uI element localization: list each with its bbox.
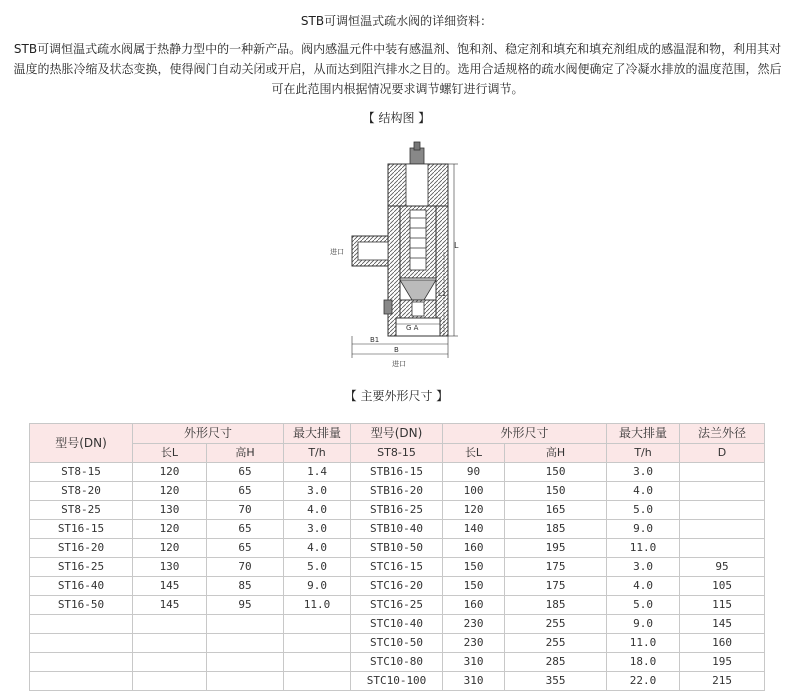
cell-height: 65 [207, 539, 284, 558]
cell-flow-2: 9.0 [607, 615, 680, 634]
cell-model-2: STB16-25 [351, 501, 443, 520]
cell-length: 120 [133, 539, 207, 558]
cell-height-2: 175 [505, 577, 607, 596]
cell-flow-2: 22.0 [607, 672, 680, 691]
header-model: 型号(DN) [30, 424, 133, 463]
cell-flow: 9.0 [284, 577, 351, 596]
structure-heading: 【 结构图 】 [362, 111, 431, 125]
cell-flange: 145 [680, 615, 765, 634]
cell-model: ST16-20 [30, 539, 133, 558]
cell-model-2: STC16-25 [351, 596, 443, 615]
label-L: L [454, 241, 459, 250]
cell-model [30, 672, 133, 691]
cell-length: 145 [133, 577, 207, 596]
cell-height-2: 255 [505, 634, 607, 653]
table-row [30, 672, 765, 691]
table-row [30, 653, 765, 672]
cell-length [133, 634, 207, 653]
cell-height-2: 285 [505, 653, 607, 672]
cell-flange: 215 [680, 672, 765, 691]
cell-flow: 3.0 [284, 482, 351, 501]
header-length-2: 长L [443, 444, 505, 463]
cell-height: 65 [207, 463, 284, 482]
cell-length-2: 160 [443, 539, 505, 558]
header-flow-2: 最大排量 [607, 424, 680, 444]
cell-model-2: STB10-50 [351, 539, 443, 558]
cell-height [207, 634, 284, 653]
table-row [30, 634, 765, 653]
cell-model [30, 653, 133, 672]
cell-flow [284, 672, 351, 691]
cell-flow-2: 5.0 [607, 596, 680, 615]
table-row [30, 577, 765, 596]
header-flange-sub: D [680, 444, 765, 463]
cell-model-2: STB10-40 [351, 520, 443, 539]
cell-height-2: 355 [505, 672, 607, 691]
cell-height: 70 [207, 501, 284, 520]
cell-length-2: 100 [443, 482, 505, 501]
cell-flange [680, 539, 765, 558]
cell-model [30, 615, 133, 634]
cell-length-2: 120 [443, 501, 505, 520]
cell-flange: 195 [680, 653, 765, 672]
table-row [30, 539, 765, 558]
cell-height [207, 672, 284, 691]
cell-model-2: STB16-20 [351, 482, 443, 501]
cell-height-2: 185 [505, 596, 607, 615]
table-row [30, 615, 765, 634]
label-B1: B1 [370, 336, 380, 344]
cell-flow: 11.0 [284, 596, 351, 615]
cell-length [133, 615, 207, 634]
cell-length: 130 [133, 501, 207, 520]
cell-model-2: STC10-50 [351, 634, 443, 653]
cell-length-2: 160 [443, 596, 505, 615]
header-unit: T/h [284, 444, 351, 463]
cell-model: ST16-15 [30, 520, 133, 539]
label-inlet-bottom: 进口 [392, 360, 406, 368]
cell-length [133, 672, 207, 691]
header-flange: 法兰外径 [680, 424, 765, 444]
intro-paragraph: STB可调恒温式疏水阀属于热静力型中的一种新产品。阀内感温元件中装有感温剂、饱和剂、稳定剂和填充和填充剂组成的感温混和物，利用其对温度的热胀冷缩及状态变换，使得阀门自动关闭或开启，从而达到阻汽排水之目的。选用合适规格的疏水阀便确定了冷凝水排放的温度范围，然后可在此范围内根据情况要求调节螺钉进行调节。 [13, 42, 782, 96]
page-title: STB可调恒温式疏水阀的详细资料： [300, 14, 493, 28]
table-row [30, 501, 765, 520]
cell-length-2: 90 [443, 463, 505, 482]
cell-model-2: STC10-40 [351, 615, 443, 634]
cell-flow: 3.0 [284, 520, 351, 539]
cell-length-2: 150 [443, 558, 505, 577]
cell-flow-2: 4.0 [607, 482, 680, 501]
label-B: B [394, 346, 399, 354]
cell-height [207, 615, 284, 634]
cell-flow-2: 3.0 [607, 463, 680, 482]
cell-flow [284, 634, 351, 653]
table-row [30, 463, 765, 482]
cell-length-2: 230 [443, 615, 505, 634]
label-GA: G A [406, 324, 419, 332]
cell-length: 130 [133, 558, 207, 577]
cell-height: 85 [207, 577, 284, 596]
cell-height: 65 [207, 482, 284, 501]
cell-flange [680, 482, 765, 501]
cell-model: ST8-25 [30, 501, 133, 520]
label-inlet-left: 进口 [330, 248, 344, 256]
cell-flow-2: 4.0 [607, 577, 680, 596]
cell-model-2: STC10-100 [351, 672, 443, 691]
header-model-2: 型号(DN) [351, 424, 443, 444]
cell-length: 120 [133, 463, 207, 482]
cell-flange [680, 501, 765, 520]
cell-model: ST8-20 [30, 482, 133, 501]
cell-height: 65 [207, 520, 284, 539]
cell-model-2: STC16-15 [351, 558, 443, 577]
cell-length: 120 [133, 482, 207, 501]
header-height: 高H [207, 444, 284, 463]
cell-model [30, 634, 133, 653]
header-unit-2: T/h [607, 444, 680, 463]
cell-length-2: 140 [443, 520, 505, 539]
cell-flow: 4.0 [284, 539, 351, 558]
cell-flange: 115 [680, 596, 765, 615]
header-dims: 外形尺寸 [133, 424, 284, 444]
cell-flow-2: 11.0 [607, 539, 680, 558]
cell-flow [284, 615, 351, 634]
cell-model-2: STC16-20 [351, 577, 443, 596]
cell-flow [284, 653, 351, 672]
cell-length-2: 230 [443, 634, 505, 653]
dimensions-heading: 【 主要外形尺寸 】 [344, 389, 449, 403]
cell-length [133, 653, 207, 672]
cell-length: 145 [133, 596, 207, 615]
header-dims-2: 外形尺寸 [443, 424, 607, 444]
cell-flow-2: 3.0 [607, 558, 680, 577]
cell-height: 70 [207, 558, 284, 577]
dimensions-table [29, 423, 765, 691]
cell-flow-2: 9.0 [607, 520, 680, 539]
header-flow: 最大排量 [284, 424, 351, 444]
cell-model: ST16-50 [30, 596, 133, 615]
cell-height-2: 150 [505, 482, 607, 501]
cell-height-2: 185 [505, 520, 607, 539]
table-row [30, 482, 765, 501]
cell-flow-2: 5.0 [607, 501, 680, 520]
cell-flow: 5.0 [284, 558, 351, 577]
cell-length: 120 [133, 520, 207, 539]
table-row [30, 558, 765, 577]
cell-length-2: 150 [443, 577, 505, 596]
cell-height [207, 653, 284, 672]
header-model-2-sub: ST8-15 [351, 444, 443, 463]
cell-flow: 1.4 [284, 463, 351, 482]
cell-model-2: STB16-15 [351, 463, 443, 482]
cell-flow: 4.0 [284, 501, 351, 520]
cell-height-2: 175 [505, 558, 607, 577]
cell-model: ST8-15 [30, 463, 133, 482]
cell-flange: 105 [680, 577, 765, 596]
cell-length-2: 310 [443, 672, 505, 691]
cell-flange [680, 463, 765, 482]
cell-height-2: 195 [505, 539, 607, 558]
cell-height-2: 255 [505, 615, 607, 634]
cell-model-2: STC10-80 [351, 653, 443, 672]
cell-height-2: 150 [505, 463, 607, 482]
cell-height-2: 165 [505, 501, 607, 520]
cell-height: 95 [207, 596, 284, 615]
header-height-2: 高H [505, 444, 607, 463]
cell-flow-2: 11.0 [607, 634, 680, 653]
cell-model: ST16-40 [30, 577, 133, 596]
cell-flow-2: 18.0 [607, 653, 680, 672]
table-row [30, 596, 765, 615]
cell-model: ST16-25 [30, 558, 133, 577]
label-L1: L1 [438, 290, 447, 298]
cell-flange: 160 [680, 634, 765, 653]
cell-flange [680, 520, 765, 539]
cell-length-2: 310 [443, 653, 505, 672]
cell-flange: 95 [680, 558, 765, 577]
table-row [30, 520, 765, 539]
valve-structure-diagram [330, 140, 470, 372]
header-length: 长L [133, 444, 207, 463]
